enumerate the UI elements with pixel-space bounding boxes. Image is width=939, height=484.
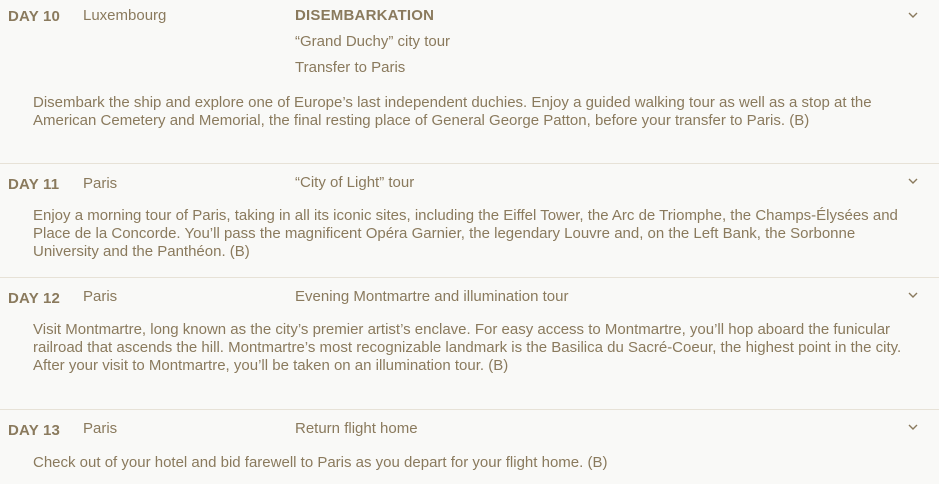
- day-location: Luxembourg: [83, 7, 167, 24]
- activity: Return flight home: [295, 420, 418, 437]
- day-item-12[interactable]: [0, 278, 939, 410]
- activity: “Grand Duchy” city tour: [295, 33, 451, 50]
- day-description: Disembark the ship and explore one of Europe’s last independent duchies. Enjoy a guided walking tour as well as a stop at the American Cemetery and Memorial, the final resting place of General George Patton, before your transfer to Paris. (B): [33, 94, 872, 129]
- day-description: Check out of your hotel and bid farewell to Paris as you depart for your flight home. (B): [33, 454, 608, 471]
- activity: “City of Light” tour: [295, 174, 415, 191]
- day-item-13[interactable]: [0, 410, 939, 484]
- day-activities: [295, 416, 418, 442]
- day-description: Enjoy a morning tour of Paris, taking in all its iconic sites, including the Eiffel Tower, the Arc de Triomphe, the Champs-Élysées and Place de la Concorde. You’ll pass the magnificent Opéra Garnier, the legendary Louvre and, on the Left Bank, the Sorbonne University and the Panthéon. (B): [33, 207, 898, 260]
- chevron-down-icon[interactable]: [905, 175, 921, 187]
- activity: Evening Montmartre and illumination tour: [295, 288, 569, 305]
- day-label: DAY 13: [8, 422, 61, 439]
- chevron-down-icon[interactable]: [905, 9, 921, 21]
- day-item-11[interactable]: [0, 164, 939, 278]
- day-description: Visit Montmartre, long known as the city’s premier artist’s enclave. For easy access to Montmartre, you’ll hop aboard the funicular railroad that ascends the hill. Montmartre’s most recognizable landmark is the Basilica du Sacré-Coeur, the highest point in the city. After your visit to Montmartre, you’ll be taken on an illumination tour. (B): [33, 321, 902, 374]
- day-activities: [295, 284, 568, 310]
- day-label: DAY 12: [8, 290, 61, 307]
- day-label: DAY 11: [8, 176, 60, 193]
- day-location: Paris: [83, 288, 118, 305]
- day-location: Paris: [83, 175, 118, 192]
- activity: Transfer to Paris: [295, 59, 406, 76]
- activity-title: DISEMBARKATION: [295, 7, 435, 24]
- day-activities: [295, 170, 414, 196]
- chevron-down-icon[interactable]: [905, 289, 921, 301]
- day-item-10[interactable]: [0, 0, 939, 164]
- day-activities: [295, 3, 450, 81]
- chevron-down-icon[interactable]: [905, 421, 921, 433]
- day-label: DAY 10: [8, 8, 61, 25]
- day-location: Paris: [83, 420, 118, 437]
